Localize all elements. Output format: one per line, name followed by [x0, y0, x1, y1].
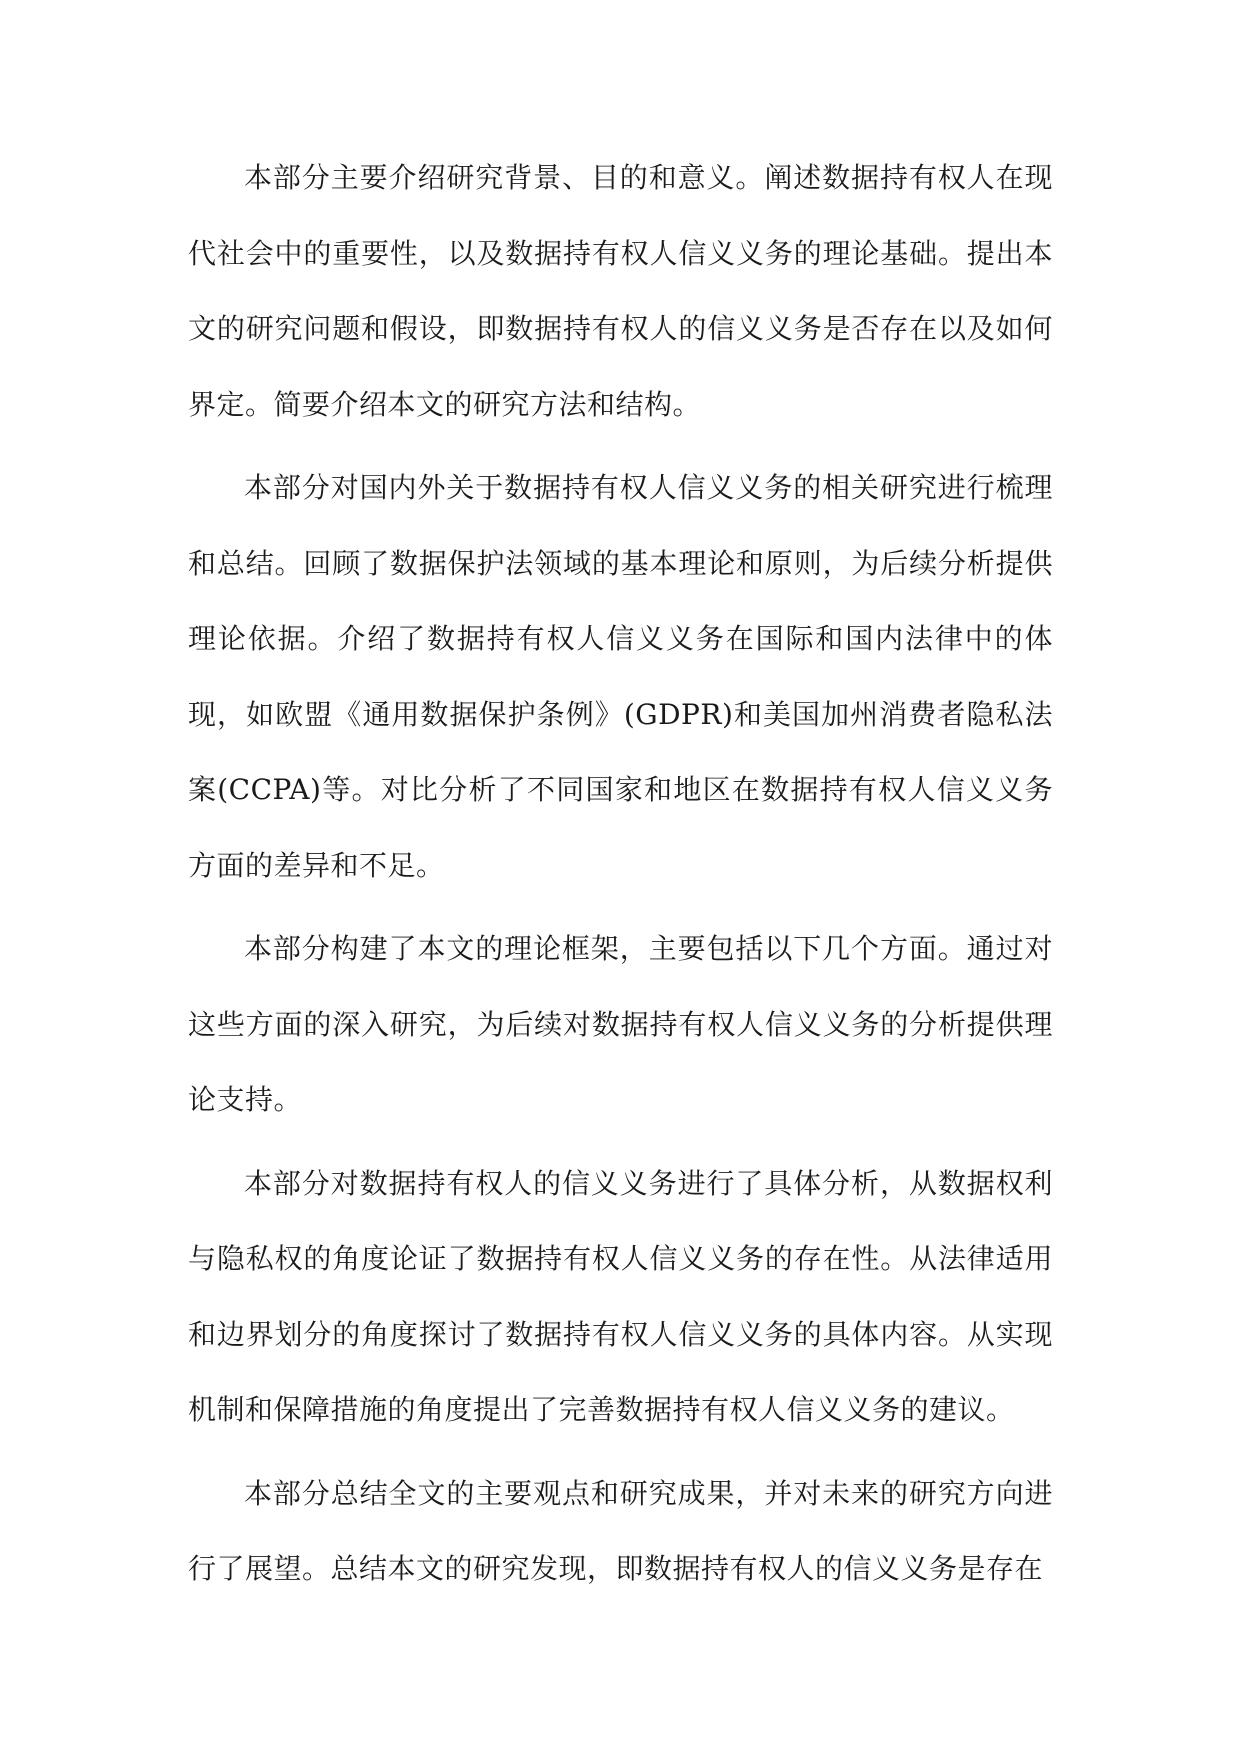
paragraph-literature-review: 本部分对国内外关于数据持有权人信义义务的相关研究进行梳理和总结。回顾了数据保护法领域的基本理论和原则，为后续分析提供理论依据。介绍了数据持有权人信义义务在国际和国内法律中的体现，如欧盟《通用数据保护条例》(GDPR)和美国加州消费者隐私法案(CCPA)等。对比分析了不同国家和地区在数据持有权人信义义务方面的差异和不足。: [188, 471, 1053, 882]
paragraph-analysis: 本部分对数据持有权人的信义义务进行了具体分析，从数据权利与隐私权的角度论证了数据持有权人信义义务的存在性。从法律适用和边界划分的角度探讨了数据持有权人信义义务的具体内容。从实现机制和保障措施的角度提出了完善数据持有权人信义义务的建议。: [188, 1166, 1053, 1426]
paragraph-introduction: 本部分主要介绍研究背景、目的和意义。阐述数据持有权人在现代社会中的重要性，以及数据持有权人信义义务的理论基础。提出本文的研究问题和假设，即数据持有权人的信义义务是否存在以及如何界定。简要介绍本文的研究方法和结构。: [188, 161, 1053, 421]
paragraph-theoretical-framework: 本部分构建了本文的理论框架，主要包括以下几个方面。通过对这些方面的深入研究，为后续对数据持有权人信义义务的分析提供理论支持。: [188, 932, 1053, 1116]
paragraph-conclusion: 本部分总结全文的主要观点和研究成果，并对未来的研究方向进行了展望。总结本文的研究发现，即数据持有权人的信义义务是存在: [188, 1476, 1053, 1585]
document-body: [188, 140, 1053, 1615]
